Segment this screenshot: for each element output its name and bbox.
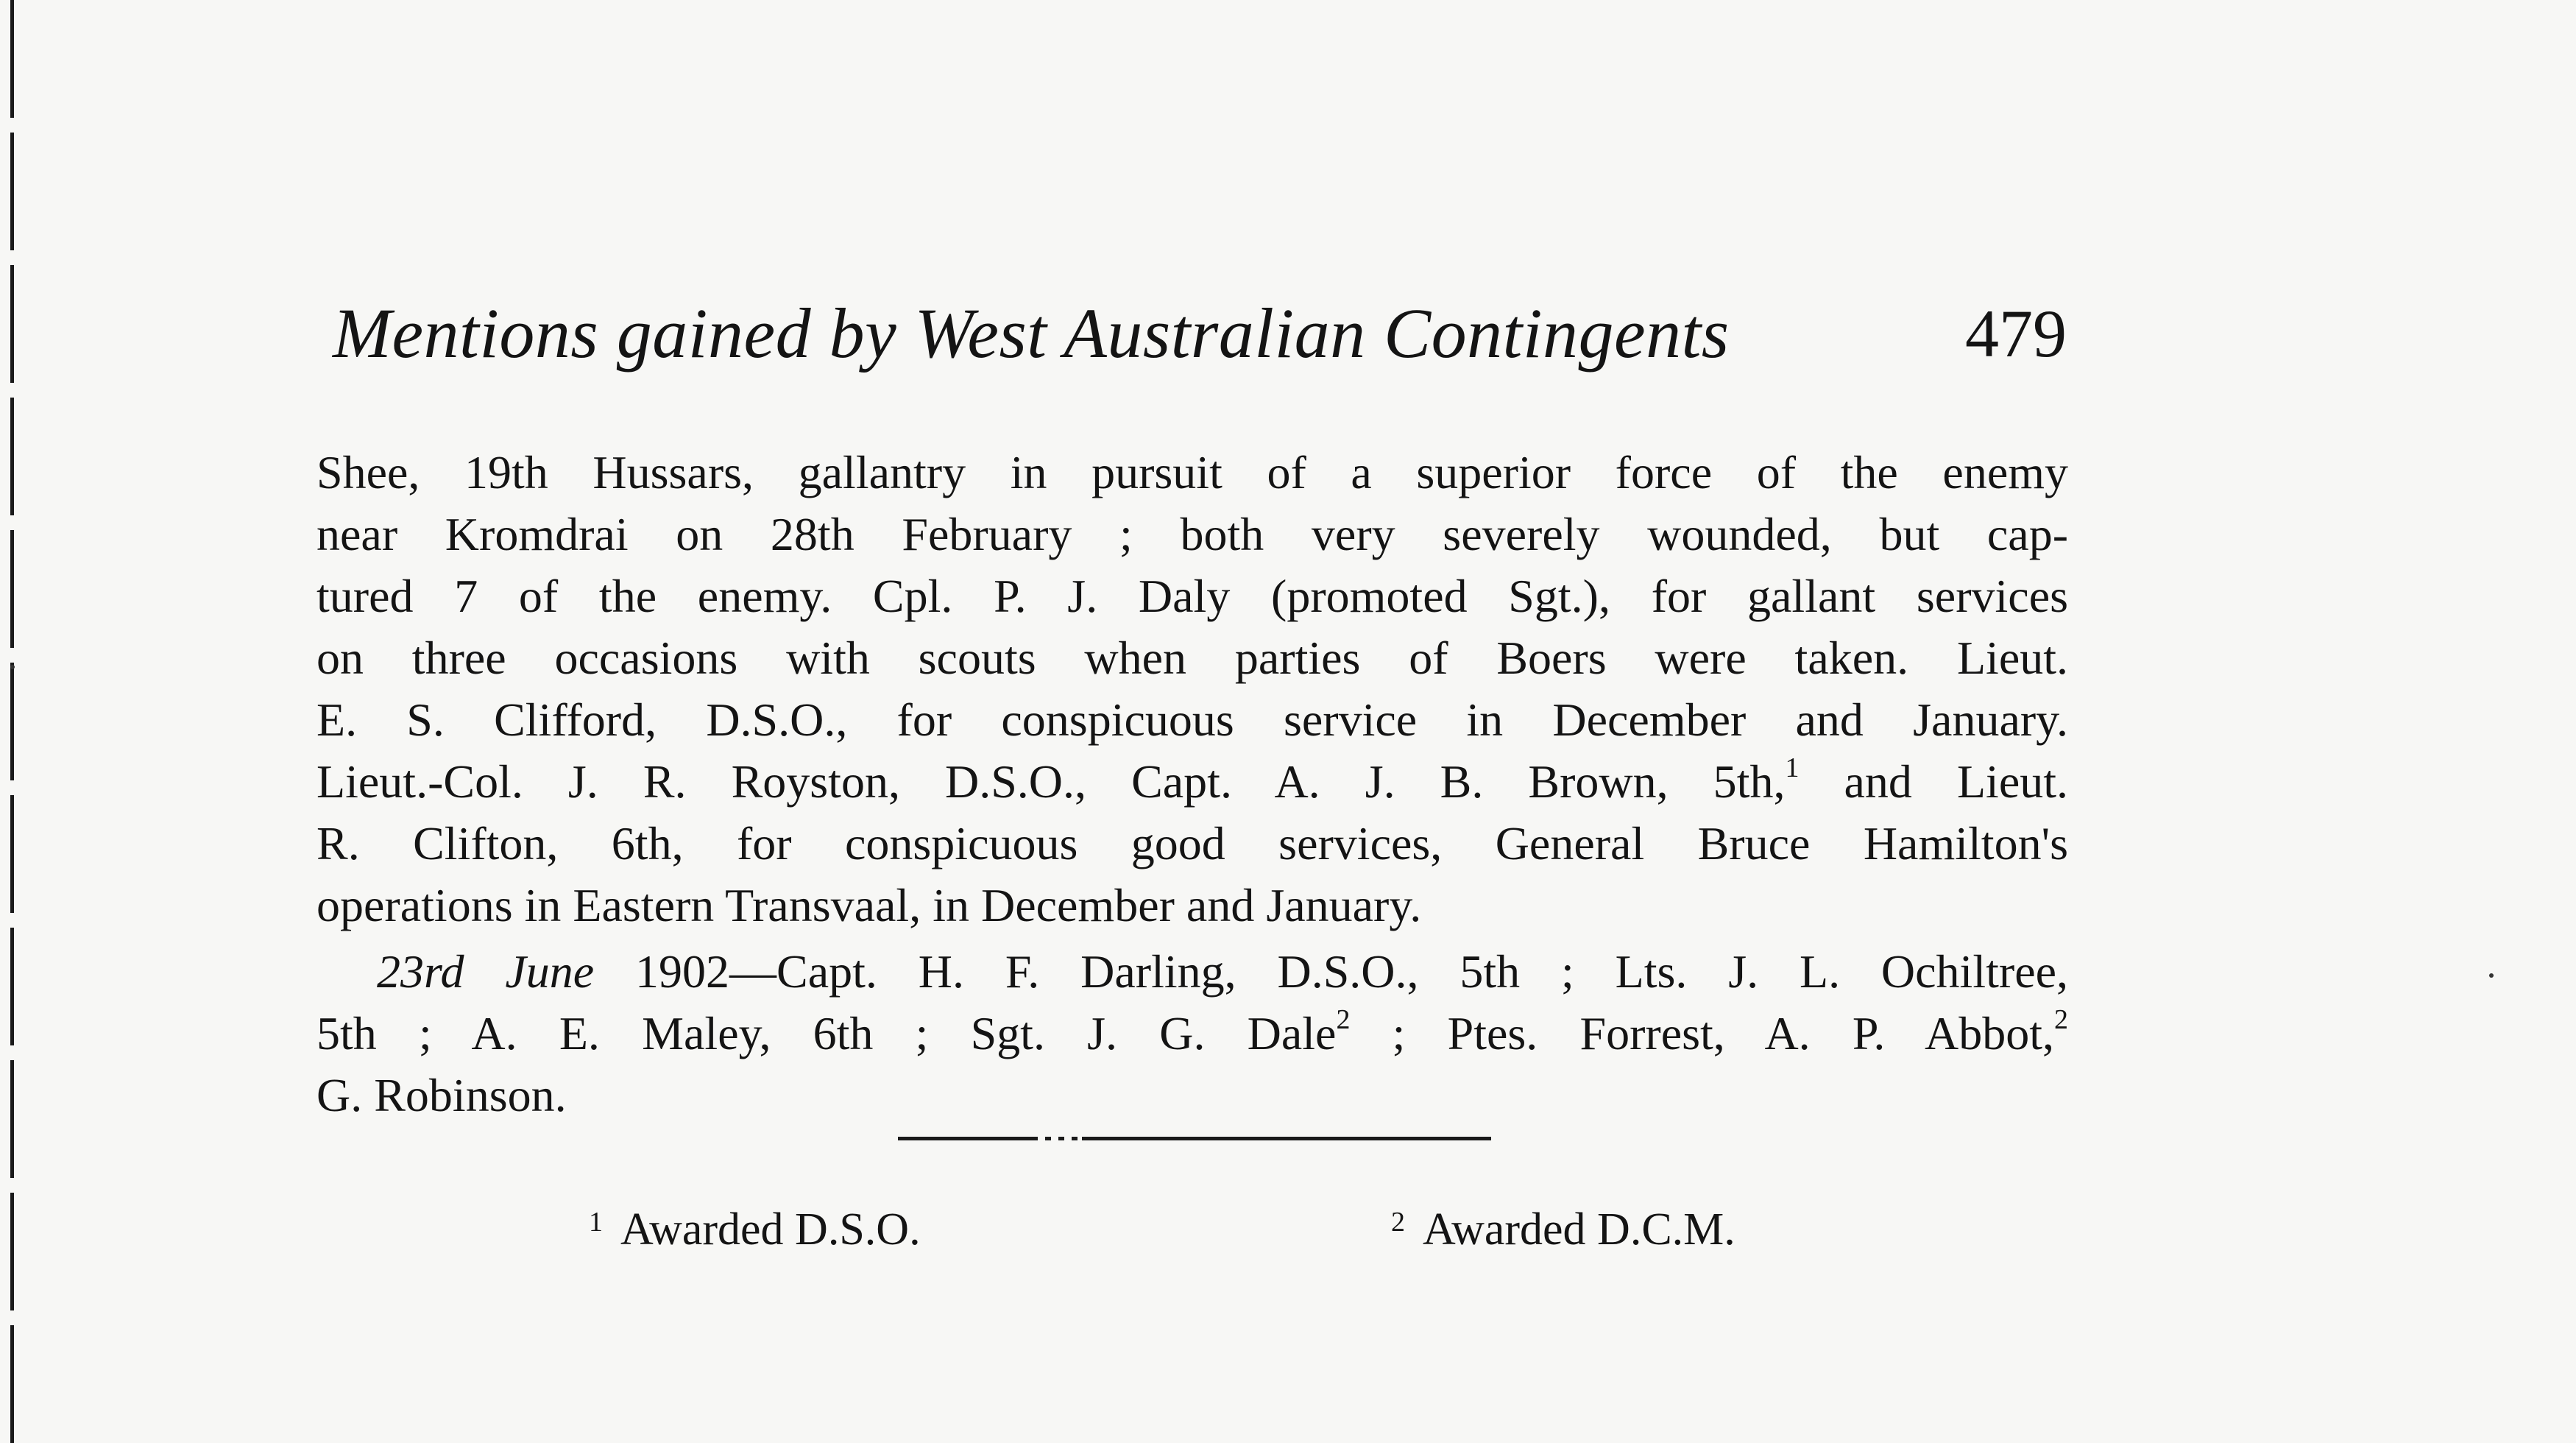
text-segment: Lieut.-Col. J. R. Royston, D.S.O., Capt. A. J. B. Brown, 5th, xyxy=(316,755,1786,808)
page-number: 479 xyxy=(1965,296,2067,371)
text-line: Shee, 19th Hussars, gallantry in pursuit of a superior force of the enemy xyxy=(316,446,2068,498)
footnote-text: Awarded D.S.O. xyxy=(620,1204,921,1255)
date-text: 23rd June xyxy=(377,945,595,998)
running-title: Mentions gained by West Australian Contingents xyxy=(333,294,1730,373)
footnote-ref: 1 xyxy=(1785,752,1800,783)
scan-speck xyxy=(10,665,15,669)
text-segment: ; Ptes. Forrest, A. P. Abbot, xyxy=(1350,1007,2054,1059)
footnote-text: Awarded D.C.M. xyxy=(1423,1204,1735,1255)
text-line: G. Robinson. xyxy=(316,1069,567,1121)
text-line xyxy=(316,941,2068,1003)
footnotes xyxy=(0,1193,2576,1266)
text-segment: and Lieut. xyxy=(1799,755,2069,808)
footnote-mark: 2 xyxy=(1391,1207,1405,1238)
text-line: near Kromdrai on 28th February ; both very severely wounded, but cap- xyxy=(316,508,2068,560)
footnote-ref: 2 xyxy=(2054,1003,2068,1035)
text-line: on three occasions with scouts when parties of Boers were taken. Lieut. xyxy=(316,632,2068,684)
footnote-ref: 2 xyxy=(1336,1003,1351,1035)
text-segment: 5th ; A. E. Maley, 6th ; Sgt. J. G. Dale xyxy=(316,1007,1337,1059)
text-line: R. Clifton, 6th, for conspicuous good services, General Bruce Hamilton's xyxy=(316,817,2068,869)
footnote xyxy=(1391,1193,1735,1272)
footnote-mark: 1 xyxy=(589,1207,603,1238)
text-line xyxy=(316,1003,2068,1065)
text-line xyxy=(316,751,2068,813)
text-segment: 1902—Capt. H. F. Darling, D.S.O., 5th ; Lts. J. L. Ochiltree, xyxy=(594,945,2068,998)
footnote-rule xyxy=(898,1137,1491,1140)
footnote xyxy=(589,1193,921,1272)
body-text xyxy=(316,442,2068,1126)
footnote-rule-break xyxy=(1038,1137,1082,1140)
text-line: E. S. Clifford, D.S.O., for conspicuous service in December and January. xyxy=(316,694,2068,746)
running-head xyxy=(333,286,2067,381)
text-line: tured 7 of the enemy. Cpl. P. J. Daly (promoted Sgt.), for gallant services xyxy=(316,570,2068,622)
text-line: operations in Eastern Transvaal, in December and January. xyxy=(316,879,1422,931)
scan-speck xyxy=(2489,973,2494,978)
